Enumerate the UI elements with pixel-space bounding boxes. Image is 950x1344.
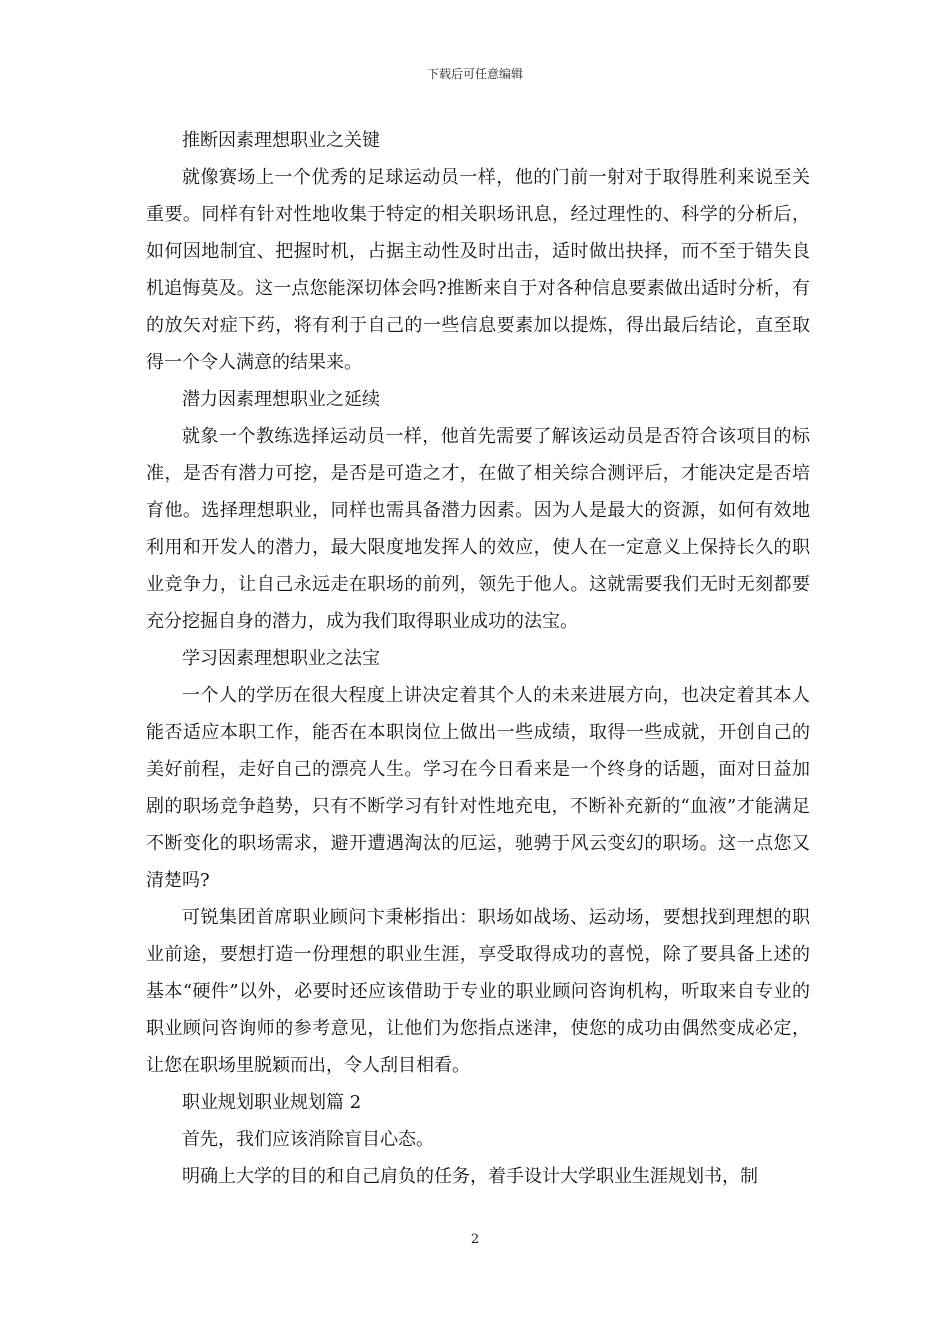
section-heading-career-plan-2: 职业规划职业规划篇 2 xyxy=(182,1092,362,1113)
paragraph-learning: 一个人的学历在很大程度上讲决定着其个人的未来进展方向，也决定着其本人能否适应本职工作，能否在本职岗位上做出一些成绩，取得一些成就，开创自己的美好前程，走好自己的漂亮人生。学习在今日看来是一个终身的话题，面对日益加剧的职场竞争趋势，只有不断学习有针对性地充电，不断补充新的“血液”才能满足不断变化的职场需求，避开遭遇淘汰的厄运，驰骋于风云变幻的职场。这一点您又清楚吗? xyxy=(146,685,810,891)
section-heading-learning: 学习因素理想职业之法宝 xyxy=(182,648,380,669)
paragraph-advisor-quote: 可锐集团首席职业顾问卞秉彬指出：职场如战场、运动场，要想找到理想的职业前途，要想打造一份理想的职业生涯，享受取得成功的喜悦，除了要具备上述的基本“硬件”以外，必要时还应该借助于专业的职业顾问咨询机构，听取来自专业的职业顾问咨询师的参考意见，让他们为您指点迷津，使您的成功由偶然变成必定，让您在职场里脱颖而出，令人刮目相看。 xyxy=(146,907,810,1076)
paragraph-first-point: 首先，我们应该消除盲目心态。 xyxy=(182,1129,434,1150)
page-header: 下载后可任意编辑 xyxy=(426,67,523,81)
document-body xyxy=(146,122,810,1195)
paragraph-potential: 就象一个教练选择运动员一样，他首先需要了解该运动员是否符合该项目的标准，是否有潜力可挖，是否是可造之才，在做了相关综合测评后，才能决定是否培育他。选择理想职业，同样也需具备潜力因素。因为人是最大的资源，如何有效地利用和开发人的潜力，最大限度地发挥人的效应，使人在一定意义上保持长久的职业竞争力，让自己永远走在职场的前列，领先于他人。这就需要我们无时无刻都要充分挖掘自身的潜力，成为我们取得职业成功的法宝。 xyxy=(146,426,810,632)
page-number: 2 xyxy=(470,1232,480,1247)
section-heading-judgment: 推断因素理想职业之关键 xyxy=(182,130,380,151)
section-heading-potential: 潜力因素理想职业之延续 xyxy=(182,389,380,410)
paragraph-judgment: 就像赛场上一个优秀的足球运动员一样，他的门前一射对于取得胜利来说至关重要。同样有针对性地收集于特定的相关职场讯息，经过理性的、科学的分析后，如何因地制宜、把握时机，占据主动性及时出击，适时做出抉择，而不至于错失良机追悔莫及。这一点您能深切体会吗?推断来自于对各种信息要素做出适时分析，有的放矢对症下药，将有利于自己的一些信息要素加以提炼，得出最后结论，直至取得一个令人满意的结果来。 xyxy=(146,167,810,373)
paragraph-college-goal: 明确上大学的目的和自己肩负的任务，着手设计大学职业生涯规划书，制 xyxy=(182,1166,758,1187)
